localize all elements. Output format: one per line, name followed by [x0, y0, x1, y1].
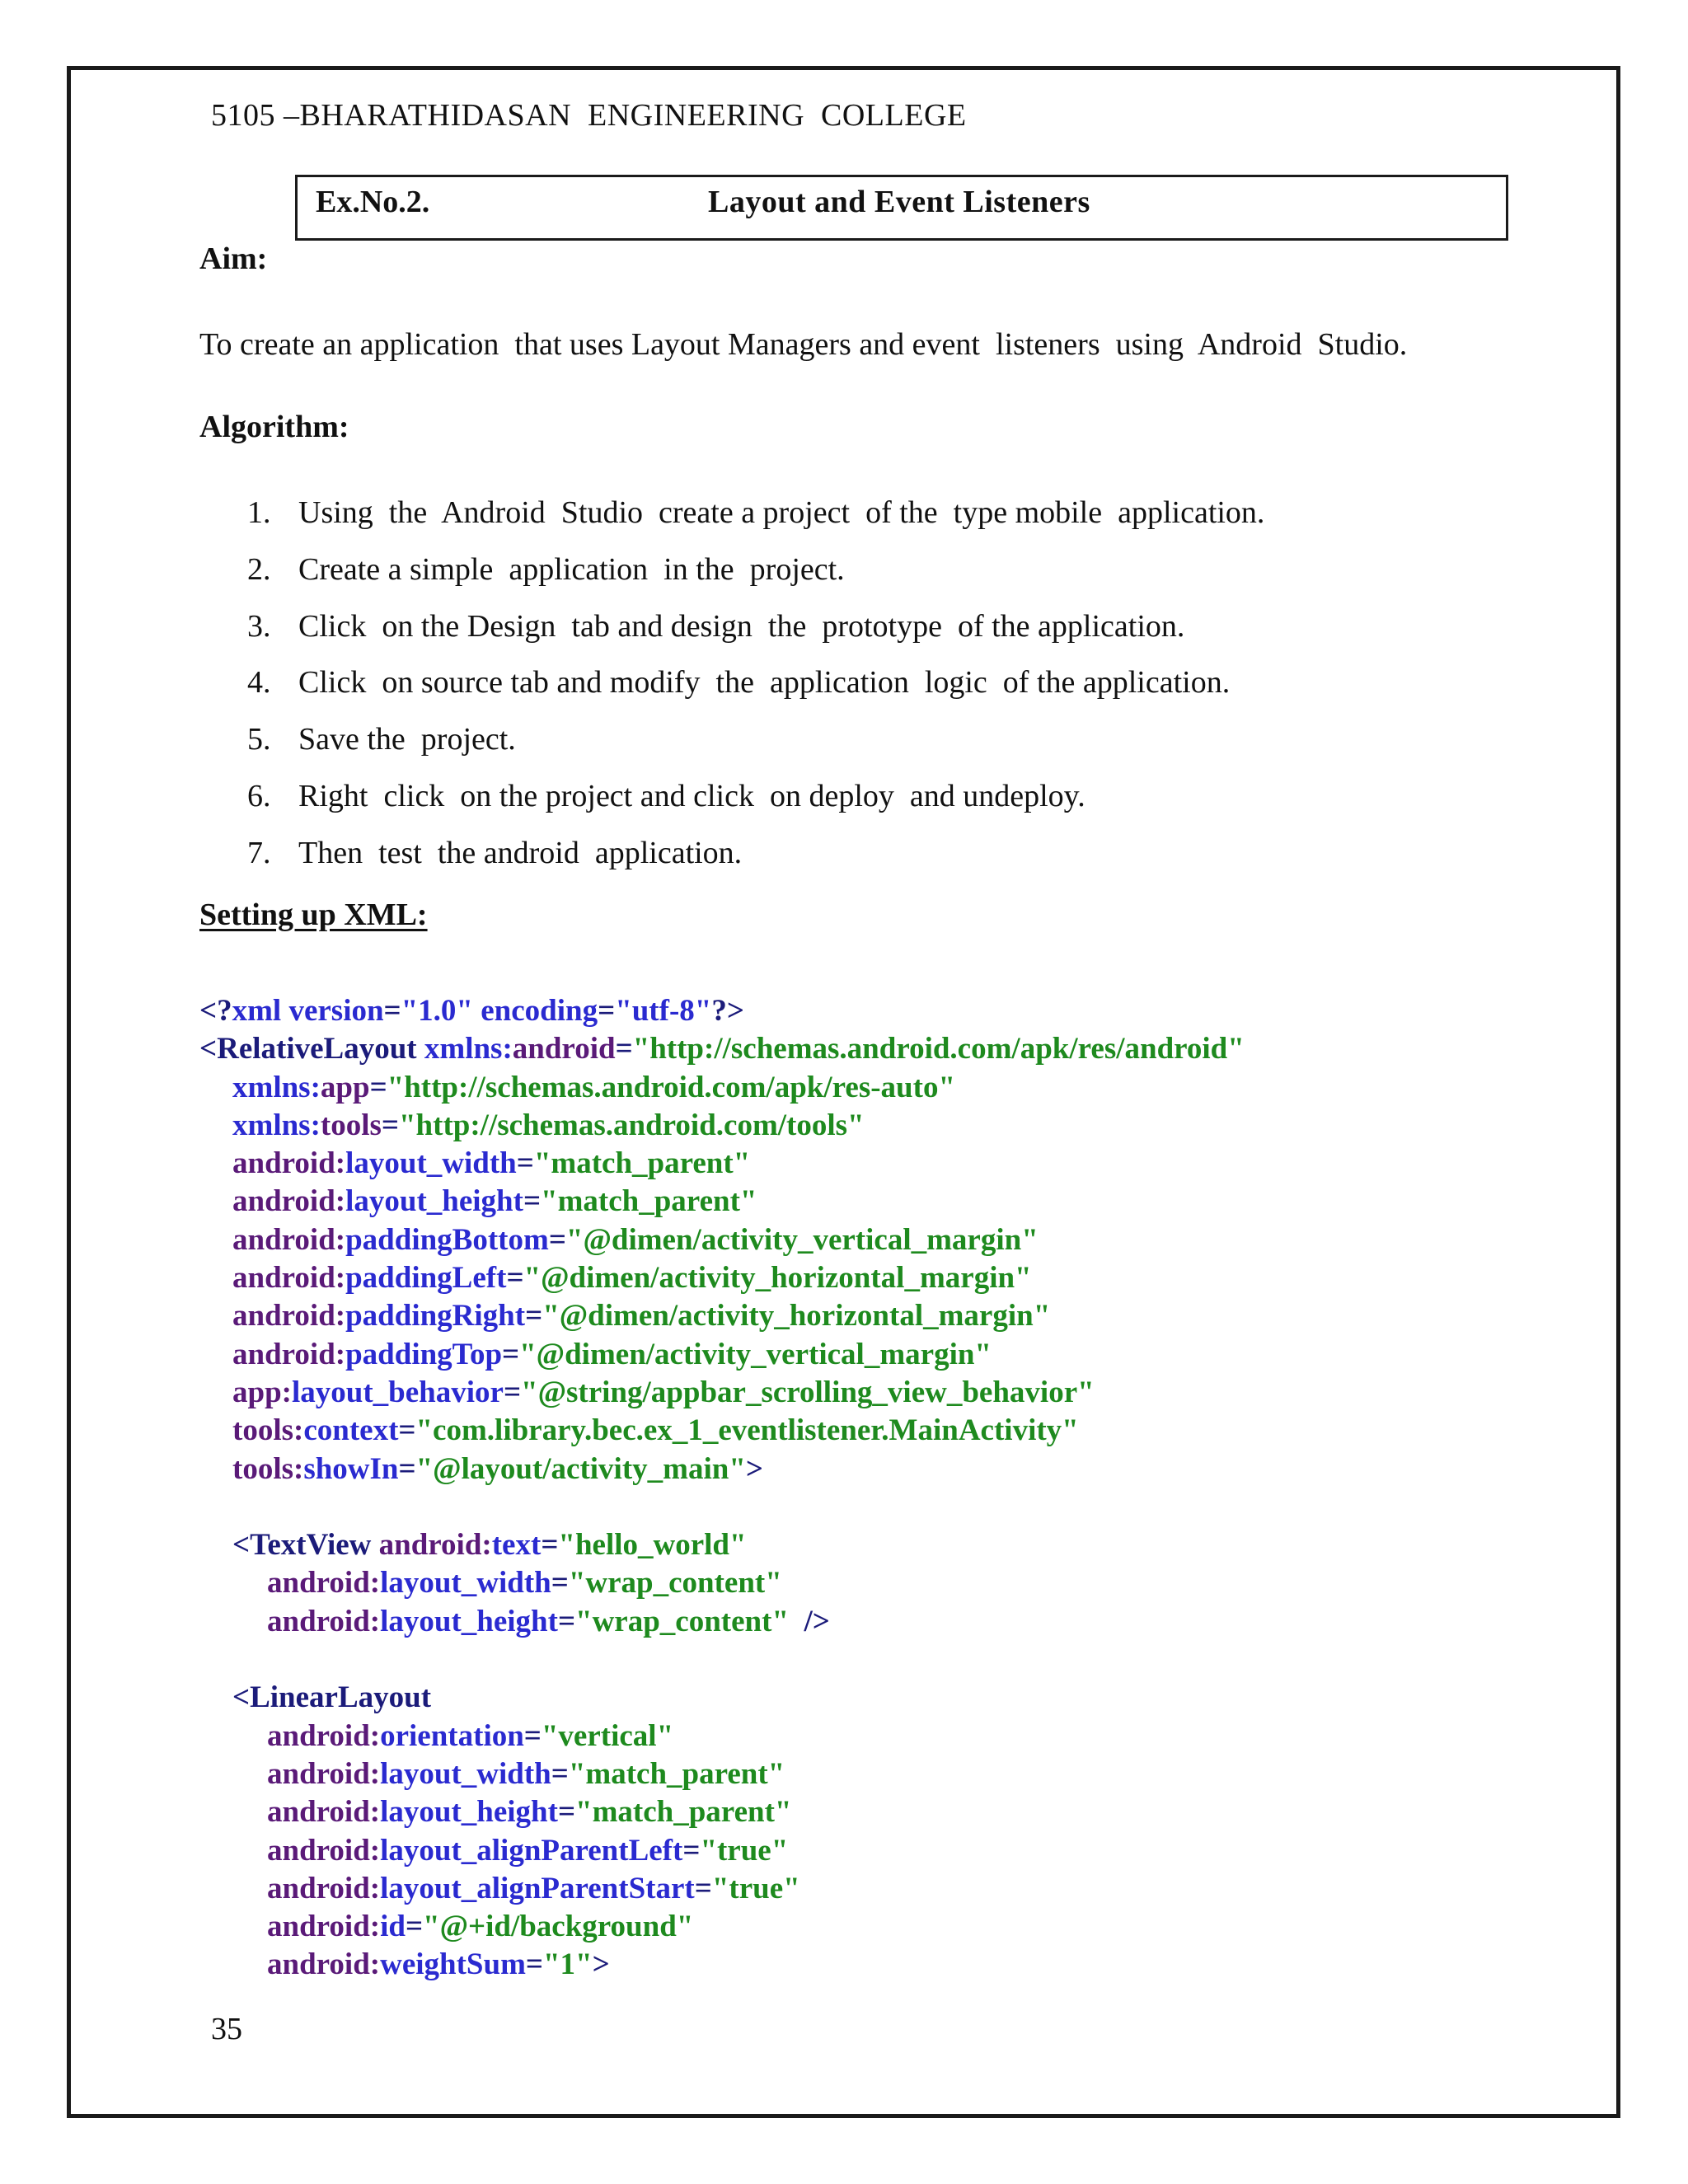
code-line [199, 1412, 1245, 1450]
step-text: Using the Android Studio create a project of the type mobile application. [298, 495, 1265, 530]
code-token: "@layout/activity_main" [415, 1451, 746, 1486]
code-token: layout_alignParentLeft [380, 1833, 683, 1868]
exercise-title-box [295, 175, 1508, 241]
code-token: encoding [472, 994, 598, 1028]
code-line [199, 1679, 1245, 1717]
step-text: Then test the android application. [298, 835, 743, 870]
code-token: "@+id/background" [423, 1910, 694, 1944]
code-token: app [320, 1070, 370, 1104]
code-token: android: [267, 1718, 381, 1753]
code-token: id [380, 1910, 406, 1944]
code-token: paddingLeft [345, 1261, 507, 1296]
code-line [199, 1718, 1245, 1755]
code-line [199, 1069, 1245, 1107]
algorithm-steps [247, 494, 1265, 892]
code-token: = [551, 1566, 569, 1601]
code-token: "match_parent" [533, 1146, 751, 1181]
code-token: = [502, 1337, 520, 1371]
code-token: layout_behavior [291, 1375, 504, 1409]
code-token: android: [267, 1566, 381, 1601]
code-line [199, 1336, 1245, 1374]
step-text: Save the project. [298, 722, 516, 757]
code-line [199, 1145, 1245, 1183]
code-token: "utf-8" [615, 994, 712, 1028]
code-token: android: [232, 1222, 346, 1257]
code-token: "@dimen/activity_vertical_margin" [519, 1337, 992, 1371]
step-number: 1. [247, 495, 271, 530]
code-token: android: [371, 1528, 492, 1563]
algorithm-heading: Algorithm: [199, 410, 349, 444]
code-token: weightSum [380, 1947, 526, 1982]
code-line [199, 1793, 1245, 1831]
code-token: <? [199, 994, 232, 1028]
aim-text: To create an application that uses Layout Managers and event listeners using Android Studio. [199, 327, 1408, 362]
code-line [199, 1488, 1245, 1526]
code-token: = [516, 1146, 534, 1181]
code-token: "1" [543, 1947, 593, 1982]
code-token: android: [267, 1795, 381, 1830]
code-token: = [694, 1871, 712, 1905]
code-token: "http://schemas.android.com/apk/res-auto" [387, 1070, 955, 1104]
code-token: "http://schemas.android.com/tools" [399, 1108, 865, 1142]
code-token: RelativeLayout [217, 1032, 417, 1066]
code-token: "http://schemas.android.com/apk/res/android" [632, 1032, 1245, 1066]
code-token: showIn [303, 1451, 399, 1486]
code-token: android: [267, 1947, 381, 1982]
code-token: > [592, 1947, 610, 1982]
code-token: = [503, 1375, 522, 1409]
code-token: android: [232, 1337, 346, 1371]
code-token: tools [320, 1108, 382, 1142]
code-line [199, 1526, 1245, 1564]
code-token: = [557, 1604, 576, 1638]
code-token: = [381, 1108, 399, 1142]
exercise-title: Layout and Event Listeners [708, 185, 1090, 219]
code-token: "com.library.bec.ex_1_eventlistener.MainActivity" [415, 1413, 1079, 1448]
code-token: orientation [380, 1718, 524, 1753]
step-text: Click on the Design tab and design the prototype of the application. [298, 608, 1185, 644]
exercise-number: Ex.No.2. [316, 185, 430, 219]
code-line [199, 1832, 1245, 1870]
code-token: android: [232, 1184, 346, 1219]
code-token: = [525, 1947, 543, 1982]
code-token: text [491, 1528, 542, 1563]
code-token: layout_alignParentStart [380, 1871, 695, 1905]
algorithm-step [247, 778, 1085, 835]
code-token: layout_height [380, 1795, 558, 1830]
code-token: = [523, 1184, 542, 1219]
code-line [199, 1603, 1245, 1641]
code-token: "@string/appbar_scrolling_view_behavior" [521, 1375, 1095, 1409]
step-number: 4. [247, 665, 271, 701]
code-token: "true" [700, 1833, 789, 1868]
code-token: android: [232, 1299, 346, 1333]
algorithm-step [247, 494, 1265, 551]
code-token: = [506, 1261, 524, 1296]
code-token: context [303, 1413, 399, 1448]
code-token: layout_height [380, 1604, 558, 1638]
code-line [199, 1030, 1245, 1068]
code-token: LinearLayout [250, 1680, 432, 1715]
code-token: = [525, 1299, 543, 1333]
code-token: "@dimen/activity_horizontal_margin" [523, 1261, 1032, 1296]
code-line [199, 1297, 1245, 1335]
code-token: paddingTop [345, 1337, 503, 1371]
code-token: "match_parent" [568, 1756, 785, 1791]
code-token: = [383, 994, 401, 1028]
code-token: TextView [250, 1528, 372, 1563]
step-text: Click on source tab and modify the application logic of the application. [298, 665, 1231, 701]
code-line [199, 992, 1245, 1030]
code-line [199, 1374, 1245, 1412]
code-token: = [551, 1756, 569, 1791]
step-text: Right click on the project and click on deploy and undeploy. [298, 778, 1085, 813]
step-number: 7. [247, 835, 271, 870]
code-token: layout_width [380, 1756, 551, 1791]
code-token: = [598, 994, 616, 1028]
code-token: xmlns: [232, 1070, 321, 1104]
code-token: > [745, 1451, 763, 1486]
xml-code-block [199, 992, 1245, 1985]
code-token: = [398, 1413, 416, 1448]
code-token: android: [267, 1833, 381, 1868]
code-token: "hello_world" [558, 1528, 747, 1563]
code-token: = [405, 1910, 424, 1944]
code-token: android: [267, 1756, 381, 1791]
step-number: 6. [247, 778, 271, 813]
step-number: 5. [247, 722, 271, 757]
code-token: android: [232, 1261, 346, 1296]
code-line [199, 1183, 1245, 1221]
code-token: app: [232, 1375, 292, 1409]
xml-section-heading: Setting up XML: [199, 898, 428, 932]
code-token: = [523, 1718, 542, 1753]
aim-heading: Aim: [199, 241, 268, 276]
code-line [199, 1946, 1245, 1984]
code-token: tools: [232, 1413, 304, 1448]
code-token: < [199, 1032, 218, 1066]
code-token: = [548, 1222, 566, 1257]
code-line [199, 1564, 1245, 1602]
code-token: android: [232, 1146, 346, 1181]
algorithm-step [247, 608, 1185, 665]
code-token: "match_parent" [575, 1795, 792, 1830]
code-token: = [541, 1528, 559, 1563]
code-token: paddingRight [345, 1299, 526, 1333]
code-token: layout_width [380, 1566, 551, 1601]
code-token: = [615, 1032, 633, 1066]
code-token: layout_height [345, 1184, 523, 1219]
code-token: = [398, 1451, 416, 1486]
code-token: ?> [711, 994, 744, 1028]
step-number: 3. [247, 608, 271, 644]
code-token: xmlns: [416, 1032, 513, 1066]
code-token: paddingBottom [345, 1222, 549, 1257]
code-token: "1.0" [401, 994, 473, 1028]
code-token: "vertical" [541, 1718, 674, 1753]
code-token: android [512, 1032, 616, 1066]
step-number: 2. [247, 551, 271, 587]
code-line [199, 1451, 1245, 1488]
code-token: < [232, 1528, 251, 1563]
code-token: android: [267, 1871, 381, 1905]
code-token: "wrap_content" [568, 1566, 782, 1601]
code-token: xml version [232, 994, 384, 1028]
code-token: "true" [711, 1871, 800, 1905]
code-line [199, 1870, 1245, 1908]
college-header: 5105 –BHARATHIDASAN ENGINEERING COLLEGE [211, 98, 967, 133]
code-token: "match_parent" [541, 1184, 757, 1219]
code-token: "wrap_content" [575, 1604, 789, 1638]
code-token: = [682, 1833, 701, 1868]
code-token: /> [789, 1604, 830, 1638]
algorithm-step [247, 664, 1231, 721]
code-token: android: [267, 1910, 381, 1944]
page-number: 35 [211, 2012, 242, 2046]
code-line [199, 1107, 1245, 1145]
code-line [199, 1259, 1245, 1297]
code-line [199, 1221, 1245, 1259]
code-token: tools: [232, 1451, 304, 1486]
code-token: = [369, 1070, 387, 1104]
algorithm-step [247, 551, 845, 608]
code-token: xmlns: [232, 1108, 321, 1142]
step-text: Create a simple application in the project. [298, 551, 845, 587]
code-token: layout_width [345, 1146, 517, 1181]
code-token: "@dimen/activity_horizontal_margin" [542, 1299, 1051, 1333]
code-token: < [232, 1680, 251, 1715]
algorithm-step [247, 835, 743, 892]
code-token: = [557, 1795, 576, 1830]
code-token: "@dimen/activity_vertical_margin" [565, 1222, 1039, 1257]
code-line [199, 1755, 1245, 1793]
code-line [199, 1641, 1245, 1679]
code-line [199, 1908, 1245, 1946]
code-token: android: [267, 1604, 381, 1638]
algorithm-step [247, 721, 516, 778]
